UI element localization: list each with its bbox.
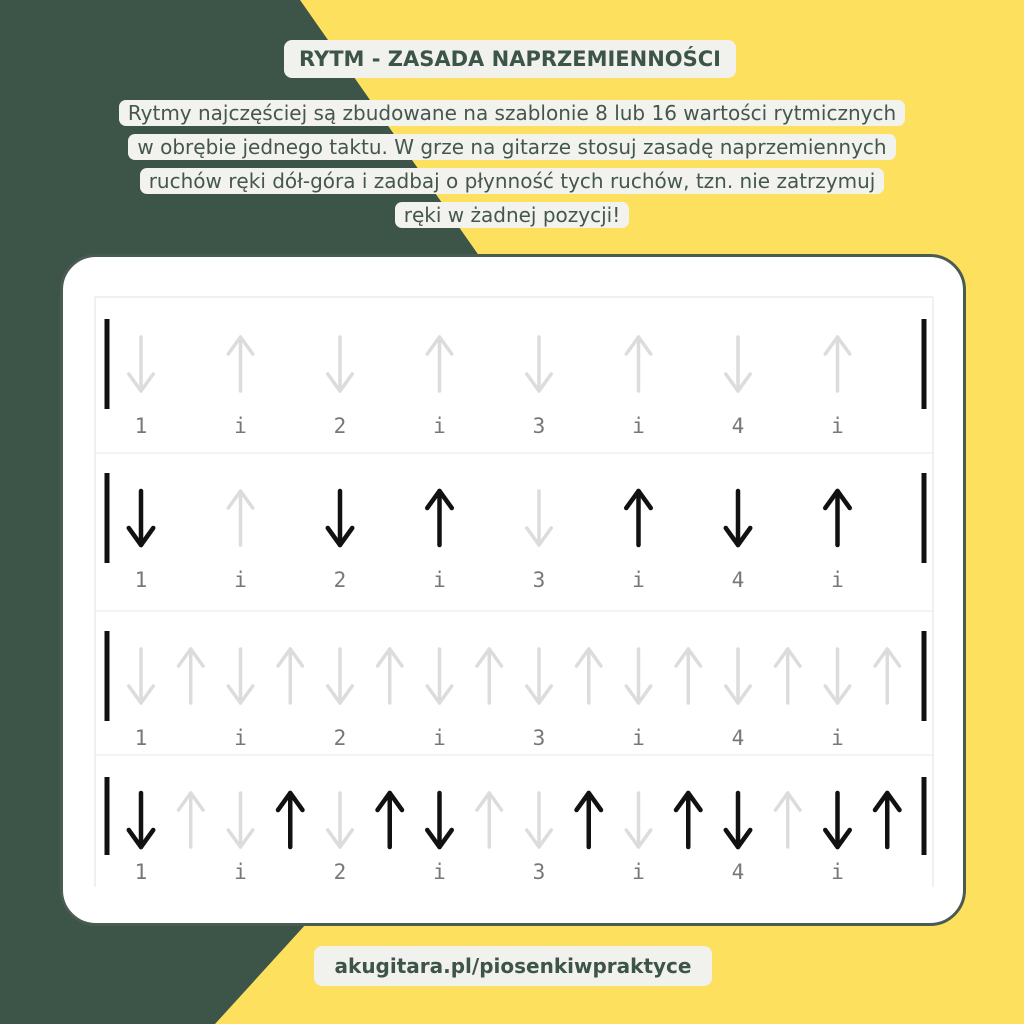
beat-label: 4 <box>731 860 745 884</box>
down-arrow-icon <box>527 649 551 703</box>
rhythm-diagram <box>63 257 963 923</box>
down-arrow-icon <box>726 491 750 545</box>
up-arrow-icon <box>427 337 451 391</box>
beat-label: i <box>632 568 645 592</box>
up-arrow-icon <box>776 793 800 847</box>
up-arrow-icon <box>378 649 402 703</box>
down-arrow-icon <box>427 649 451 703</box>
beat-label: i <box>831 726 844 750</box>
up-arrow-icon <box>875 649 899 703</box>
down-arrow-icon <box>626 649 650 703</box>
beat-label: i <box>632 860 645 884</box>
beat-label: i <box>433 726 446 750</box>
beat-label: 4 <box>731 414 745 438</box>
down-arrow-icon <box>825 649 849 703</box>
down-arrow-icon <box>726 793 750 847</box>
beat-label: 2 <box>333 860 347 884</box>
down-arrow-icon <box>527 337 551 391</box>
down-arrow-icon <box>726 337 750 391</box>
beat-label: i <box>831 414 844 438</box>
beat-label: i <box>234 414 247 438</box>
beat-label: i <box>433 568 446 592</box>
down-arrow-icon <box>228 649 252 703</box>
down-arrow-icon <box>328 793 352 847</box>
down-arrow-icon <box>626 793 650 847</box>
beat-label: i <box>831 860 844 884</box>
beat-label: 1 <box>134 414 148 438</box>
description-line: ręki w żadnej pozycji! <box>395 202 629 228</box>
up-arrow-icon <box>875 793 899 847</box>
beat-label: 3 <box>532 726 546 750</box>
up-arrow-icon <box>228 491 252 545</box>
down-arrow-icon <box>527 793 551 847</box>
beat-label: i <box>433 414 446 438</box>
up-arrow-icon <box>577 793 601 847</box>
beat-label: i <box>234 860 247 884</box>
beat-label: 2 <box>333 414 347 438</box>
up-arrow-icon <box>477 793 501 847</box>
down-arrow-icon <box>427 793 451 847</box>
beat-label: 4 <box>731 568 745 592</box>
down-arrow-icon <box>328 491 352 545</box>
beat-label: 3 <box>532 860 546 884</box>
up-arrow-icon <box>278 649 302 703</box>
up-arrow-icon <box>427 491 451 545</box>
up-arrow-icon <box>378 793 402 847</box>
up-arrow-icon <box>626 491 650 545</box>
up-arrow-icon <box>228 337 252 391</box>
beat-label: 1 <box>134 726 148 750</box>
down-arrow-icon <box>527 491 551 545</box>
up-arrow-icon <box>278 793 302 847</box>
up-arrow-icon <box>825 337 849 391</box>
up-arrow-icon <box>577 649 601 703</box>
down-arrow-icon <box>726 649 750 703</box>
beat-label: i <box>234 568 247 592</box>
down-arrow-icon <box>328 649 352 703</box>
beat-label: 1 <box>134 860 148 884</box>
description-line: Rytmy najczęściej są zbudowane na szablonie 8 lub 16 wartości rytmicznych <box>119 100 905 126</box>
up-arrow-icon <box>676 649 700 703</box>
up-arrow-icon <box>626 337 650 391</box>
rhythm-card <box>60 254 966 926</box>
down-arrow-icon <box>129 337 153 391</box>
down-arrow-icon <box>129 793 153 847</box>
beat-label: 3 <box>532 414 546 438</box>
up-arrow-icon <box>825 491 849 545</box>
up-arrow-icon <box>776 649 800 703</box>
beat-label: i <box>433 860 446 884</box>
beat-label: i <box>632 726 645 750</box>
beat-label: 3 <box>532 568 546 592</box>
down-arrow-icon <box>825 793 849 847</box>
down-arrow-icon <box>228 793 252 847</box>
beat-label: 2 <box>333 726 347 750</box>
beat-label: i <box>632 414 645 438</box>
beat-label: 4 <box>731 726 745 750</box>
description-line: ruchów ręki dół-góra i zadbaj o płynność tych ruchów, tzn. nie zatrzymuj <box>140 168 885 194</box>
up-arrow-icon <box>179 793 203 847</box>
down-arrow-icon <box>129 649 153 703</box>
up-arrow-icon <box>179 649 203 703</box>
beat-label: 1 <box>134 568 148 592</box>
beat-label: i <box>234 726 247 750</box>
up-arrow-icon <box>676 793 700 847</box>
page-title: RYTM - ZASADA NAPRZEMIENNOŚCI <box>284 40 736 78</box>
up-arrow-icon <box>477 649 501 703</box>
beat-label: 2 <box>333 568 347 592</box>
down-arrow-icon <box>328 337 352 391</box>
footer-link-text: akugitara.pl/piosenkiwpraktyce <box>314 946 712 986</box>
beat-label: i <box>831 568 844 592</box>
description <box>78 96 946 232</box>
down-arrow-icon <box>129 491 153 545</box>
description-line: w obrębie jednego taktu. W grze na gitarze stosuj zasadę naprzemiennych <box>128 134 895 160</box>
